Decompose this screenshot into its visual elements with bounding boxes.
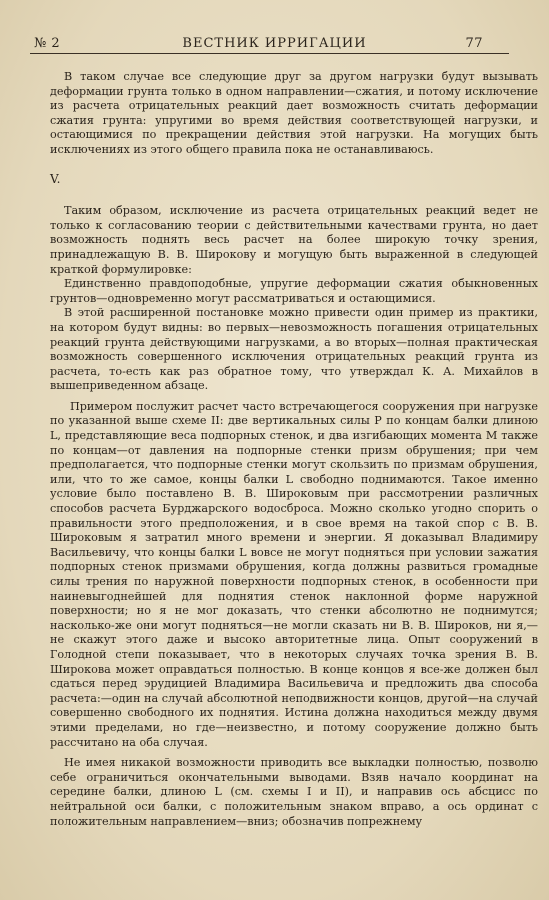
page-number: 77 — [465, 36, 483, 51]
paragraph: В этой расширенной постановке можно привести один пример из практики, на котором будут видны: во первых—невозможность погашения отрицательных реакций грунта действующими нагрузками, а во вторых—полная практическая возможность совершенного исключения отрицательных реакций грунта из расчета, то-есть как раз обратное тому, что утверждал К. А. Михайлов в вышеприведенном абзаце. — [50, 306, 538, 393]
paragraph: Не имея никакой возможности приводить все выкладки полностью, позволю себе ограничиться окончательными выводами. Взяв начало координат на середине балки, длиною L (см. схемы I и II), и направив ось абсцисс по нейтральной оси балки, с положительным знаком вправо, а ось ординат с положительным направлением—вниз; обозначив попрежнему — [50, 756, 538, 828]
paragraph: Примером послужит расчет часто встречающегося сооружения при нагрузке по указанной выше схеме II: две вертикальных силы P по концам балки длиною L, представляющие веса подпорных стенок, и два изгибающих момента M также по концам—от давления на подпорные стенки призм обрушения; при чем предполагается, что подпорные стенки могут скользить по призмам обрушения, или, что то же самое, концы балки L свободно поднимаются. Такое именно условие было поставлено В. В. Широковым при рассмотрении различных способов расчета Бурджарского водосброса. Можно сколько угодно спорить о правильности этого предположения, и в свое время на такой спор с В. В. Широковым я затратил много времени и энергии. Я доказывал Владимиру Васильевичу, что концы балки L вовсе не могут подняться при условии зажатия подпорных стенок призмами обрушения, когда должны развиться громадные силы трения по наружной поверхности подпорных стенок, в особенности при наиневыгоднейшей для поднятия стенок наклонной форме наружной поверхности; но я не мог доказать, что стенки абсолютно не поднимутся; насколько-же они могут подняться—не могли сказать ни В. В. Широков, ни я,—не скажут этого даже и высоко авторитетные лица. Опыт сооружений в Голодной степи показывает, что в некоторых случаях точка зрения В. В. Широкова может оправдаться полностью. В конце концов я все-же должен был сдаться перед эрудицией Владимира Васильевича и предложить два способа расчета:—один на случай абсолютной неподвижности концов, другой—на случай совершенно свободного их поднятия. Истина должна находиться между двумя этими пределами, но где—неизвестно, и потому сооружение должно быть рассчитано на оба случая. — [50, 399, 538, 749]
journal-title: ВЕСТНИК ИРРИГАЦИИ — [182, 36, 367, 51]
paragraph: Таким образом, исключение из расчета отрицательных реакций ведет не только к согласованию теории с действительными качествами грунта, но дает возможность поднять весь расчет на более широкую точку зрения, принадлежащую В. В. Широкову и могущую быть выраженной в следующей краткой формулировке: — [50, 204, 538, 276]
article-body — [50, 70, 538, 829]
running-header — [28, 34, 521, 54]
section-heading: V. — [50, 171, 61, 186]
header-rule — [30, 53, 509, 54]
issue-number: № 2 — [34, 36, 61, 51]
paragraph: В таком случае все следующие друг за другом нагрузки будут вызывать деформации грунта только в одном направлении—сжатия, и потому исключение из расчета отрицательных реакций дает возможность считать деформации сжатия грунта: упругими во время действия соответствующей нагрузки, и остающимися по прекращении действия этой нагрузки. На могущих быть исключениях из этого общего правила пока не останавливаюсь. — [50, 70, 538, 156]
paragraph: Единственно правдоподобные, упругие деформации сжатия обыкновенных грунтов—одновременно могут рассматриваться и остающимися. — [50, 277, 538, 305]
